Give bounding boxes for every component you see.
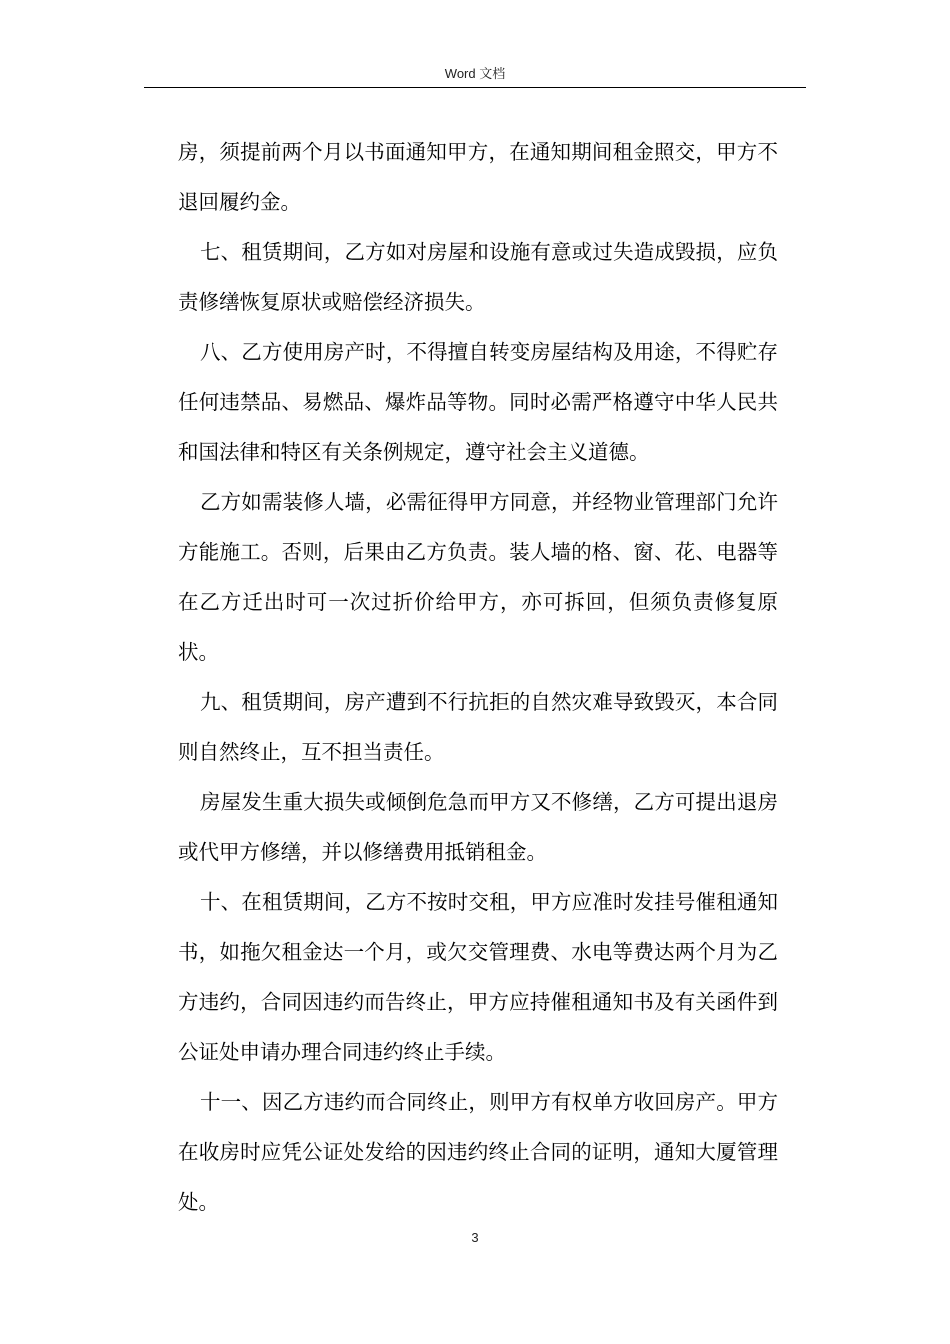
paragraph: 七、租赁期间，乙方如对房屋和设施有意或过失造成毁损，应负责修缮恢复原状或赔偿经济损失。: [178, 240, 778, 314]
paragraph: 八、乙方使用房产时，不得擅自转变房屋结构及用途，不得贮存任何违禁品、易燃品、爆炸品等物。同时必需严格遵守中华人民共和国法律和特区有关条例规定，遵守社会主义道德。: [178, 340, 778, 464]
paragraph: 房，须提前两个月以书面通知甲方，在通知期间租金照交，甲方不退回履约金。: [178, 140, 778, 214]
paragraph: 十一、因乙方违约而合同终止，则甲方有权单方收回房产。甲方在收房时应凭公证处发给的因违约终止合同的证明，通知大厦管理处。: [178, 1090, 778, 1214]
document-body: [178, 127, 778, 1227]
header-divider: [144, 87, 806, 88]
paragraph: 十、在租赁期间，乙方不按时交租，甲方应准时发挂号催租通知书，如拖欠租金达一个月，或欠交管理费、水电等费达两个月为乙方违约，合同因违约而告终止，甲方应持催租通知书及有关函件到公证处申请办理合同违约终止手续。: [178, 890, 778, 1064]
header-title: Word 文档: [444, 66, 506, 81]
page-number: 3: [471, 1230, 479, 1245]
paragraph: 九、租赁期间，房产遭到不行抗拒的自然灾难导致毁灭，本合同则自然终止，互不担当责任。: [178, 690, 778, 764]
paragraph: 房屋发生重大损失或倾倒危急而甲方又不修缮，乙方可提出退房或代甲方修缮，并以修缮费用抵销租金。: [178, 790, 778, 864]
paragraph: 乙方如需装修人墙，必需征得甲方同意，并经物业管理部门允许方能施工。否则，后果由乙方负责。装人墙的格、窗、花、电器等在乙方迁出时可一次过折价给甲方，亦可拆回，但须负责修复原状。: [178, 490, 778, 664]
